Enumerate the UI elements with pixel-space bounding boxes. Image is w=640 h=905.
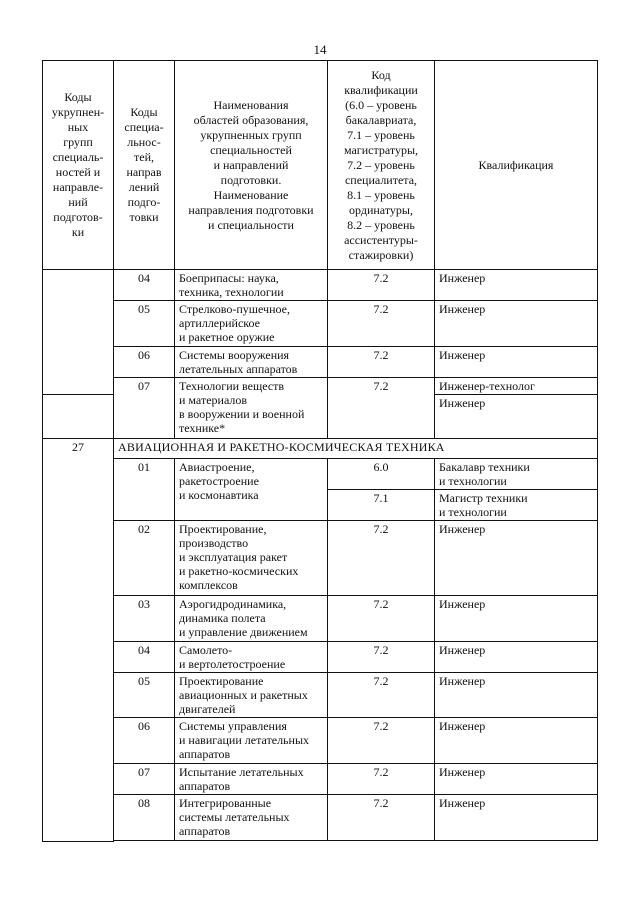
- specialty-code: 07: [114, 378, 175, 439]
- qualification: Инженер: [435, 347, 598, 378]
- qualification-code: 7.2: [328, 596, 435, 642]
- specialty-name: Технологии веществ и материалов в вооружении и военной технике*: [175, 378, 328, 439]
- group-title: АВИАЦИОННАЯ И РАКЕТНО-КОСМИЧЕСКАЯ ТЕХНИКА: [114, 439, 598, 459]
- qualification-code: 7.2: [328, 270, 435, 301]
- qualification-code: 7.1: [328, 490, 435, 521]
- table-row: [43, 270, 598, 301]
- specialty-name: Проектирование, производство и эксплуатация ракет и ракетно-космических комплексов: [175, 521, 328, 596]
- qualification: Инженер: [435, 764, 598, 795]
- table-row: [43, 378, 598, 395]
- table-row: [43, 596, 598, 642]
- specialty-code: 06: [114, 718, 175, 764]
- header-row: [43, 61, 598, 270]
- specialty-code: 08: [114, 795, 175, 841]
- qualification-code: 7.2: [328, 795, 435, 841]
- specialty-name: Самолето- и вертолетостроение: [175, 642, 328, 673]
- qualification: Инженер: [435, 521, 598, 596]
- table-row: [43, 795, 598, 841]
- table-row: [43, 673, 598, 718]
- specialty-code: 04: [114, 270, 175, 301]
- qualification: Магистр техники и технологии: [435, 490, 598, 521]
- specialty-name: Испытание летательных аппаратов: [175, 764, 328, 795]
- qualification: Бакалавр техники и технологии: [435, 459, 598, 490]
- specialty-name: Системы управления и навигации летательных аппаратов: [175, 718, 328, 764]
- qualification-code: 6.0: [328, 459, 435, 490]
- qualification-code: 7.2: [328, 301, 435, 347]
- group-row: [43, 439, 598, 459]
- qualification-table: [42, 60, 598, 842]
- specialty-code: 01: [114, 459, 175, 521]
- table-row: [43, 642, 598, 673]
- qualification: Инженер: [435, 718, 598, 764]
- qualification: Инженер: [435, 596, 598, 642]
- qualification-code: 7.2: [328, 673, 435, 718]
- specialty-code: 04: [114, 642, 175, 673]
- specialty-name: Проектирование авиационных и ракетных двигателей: [175, 673, 328, 718]
- specialty-code: 02: [114, 521, 175, 596]
- qualification: Инженер: [435, 270, 598, 301]
- qualification-code: 7.2: [328, 378, 435, 439]
- page-number: 14: [313, 42, 327, 57]
- table-row: [43, 764, 598, 795]
- specialty-name: Авиастроение, ракетостроение и космонавтика: [175, 459, 328, 521]
- qualification: Инженер: [435, 642, 598, 673]
- header-names: Наименования областей образования, укрупненных групп специальностей и направлений подготовки. Наименование направления подготовки и специальности: [175, 61, 328, 270]
- qualification-code: 7.2: [328, 521, 435, 596]
- qualification: Инженер: [435, 395, 598, 439]
- specialty-code: 03: [114, 596, 175, 642]
- qualification: Инженер: [435, 301, 598, 347]
- qualification: Инженер: [435, 673, 598, 718]
- table-tail-spacer: [114, 841, 598, 842]
- table-row-tail: [43, 841, 598, 842]
- specialty-code: 06: [114, 347, 175, 378]
- qualification: Инженер: [435, 795, 598, 841]
- group-code: 27: [43, 439, 114, 842]
- specialty-name: Системы вооружения летательных аппаратов: [175, 347, 328, 378]
- table-row: [43, 718, 598, 764]
- specialty-code: 07: [114, 764, 175, 795]
- table-row: [43, 347, 598, 378]
- specialty-code: 05: [114, 673, 175, 718]
- specialty-name: Стрелково-пушечное, артиллерийское и ракетное оружие: [175, 301, 328, 347]
- qualification-code: 7.2: [328, 347, 435, 378]
- qualification: Инженер-технолог: [435, 378, 598, 395]
- header-specialty-codes: Коды специа- льнос- тей, направ лений подго- товки: [114, 61, 175, 270]
- specialty-name: Интегрированные системы летательных аппаратов: [175, 795, 328, 841]
- group-code-cell-empty: [43, 395, 114, 439]
- header-group-codes: Коды укрупнен- ных групп специаль- ностей и направле- ний подготов- ки: [43, 61, 114, 270]
- specialty-code: 05: [114, 301, 175, 347]
- qualification-code: 7.2: [328, 764, 435, 795]
- qualification-code: 7.2: [328, 718, 435, 764]
- table-row: [43, 521, 598, 596]
- header-qualification-code: Код квалификации (6.0 – уровень бакалавриата, 7.1 – уровень магистратуры, 7.2 – уровень специалитета, 8.1 – уровень ординатуры, 8.2 – уровень ассистентуры- стажировки): [328, 61, 435, 270]
- group-code-cell-empty: [43, 270, 114, 395]
- table-row: [43, 301, 598, 347]
- specialty-name: Аэрогидродинамика, динамика полета и управление движением: [175, 596, 328, 642]
- table-row: [43, 459, 598, 490]
- qualification-code: 7.2: [328, 642, 435, 673]
- header-qualification: Квалификация: [435, 61, 598, 270]
- specialty-name: Боеприпасы: наука, техника, технологии: [175, 270, 328, 301]
